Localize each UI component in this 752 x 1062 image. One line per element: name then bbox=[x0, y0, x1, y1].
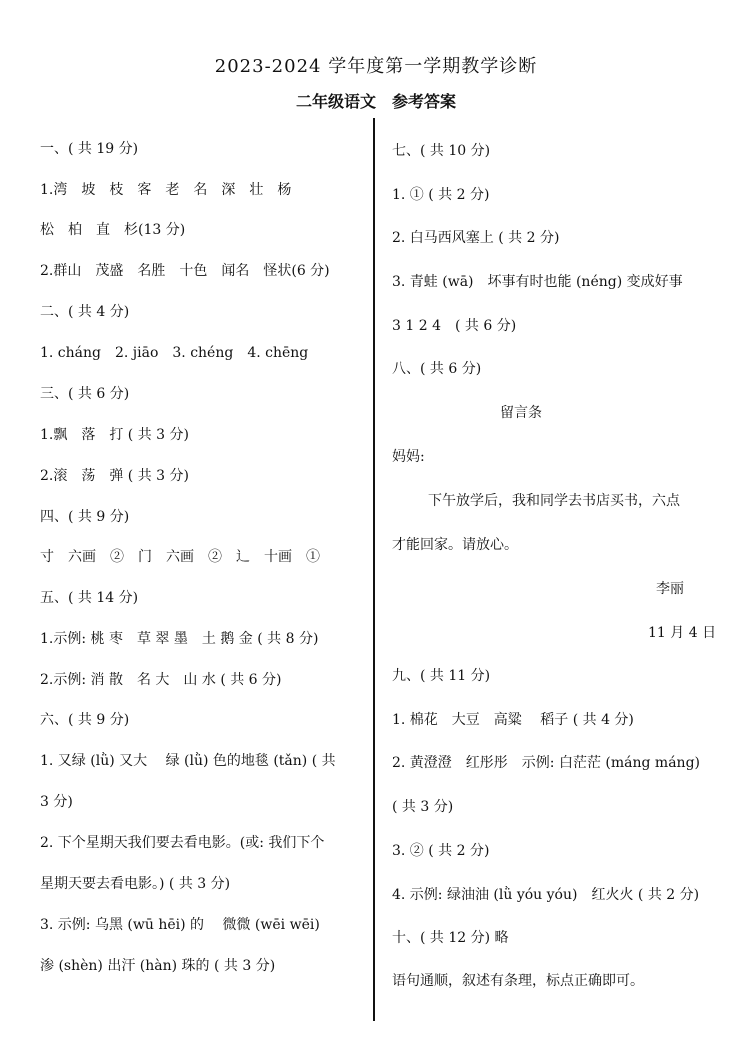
answer-line: 3. 青蛙 (wā) 坏事有时也能 (néng) 变成好事 bbox=[392, 274, 683, 290]
column-divider bbox=[373, 118, 375, 1021]
page-title: 2023-2024 学年度第一学期教学诊断 bbox=[214, 56, 538, 77]
note-title: 留言条 bbox=[500, 405, 542, 421]
section-heading: 五、( 共 14 分) bbox=[40, 590, 139, 606]
note-signature: 李丽 bbox=[656, 581, 684, 597]
section-heading: 六、( 共 9 分) bbox=[40, 712, 130, 728]
answer-line: 星期天要去看电影。) ( 共 3 分) bbox=[40, 876, 231, 892]
answer-line: 2.群山 茂盛 名胜 十色 闻名 怪状(6 分) bbox=[40, 263, 330, 279]
answer-line: 1. ① ( 共 2 分) bbox=[392, 187, 490, 203]
note-date: 11 月 4 日 bbox=[648, 625, 717, 641]
section-heading: 十、( 共 12 分) 略 bbox=[392, 930, 509, 946]
note-greeting: 妈妈: bbox=[392, 449, 425, 465]
section-heading: 八、( 共 6 分) bbox=[392, 361, 482, 377]
answer-line: 4. 示例: 绿油油 (lǜ yóu yóu) 红火火 ( 共 2 分) bbox=[392, 887, 700, 903]
page-subtitle: 二年级语文 参考答案 bbox=[295, 92, 456, 111]
answer-line: 3. 示例: 乌黑 (wū hēi) 的 微微 (wēi wēi) bbox=[40, 917, 320, 933]
answer-line: 3 分) bbox=[40, 794, 73, 810]
answer-line: 1. 棉花 大豆 高粱 稻子 ( 共 4 分) bbox=[392, 712, 634, 728]
answer-line: 1.飘 落 打 ( 共 3 分) bbox=[40, 427, 189, 443]
section-heading: 三、( 共 6 分) bbox=[40, 386, 130, 402]
section-heading: 四、( 共 9 分) bbox=[40, 509, 130, 525]
answer-line: 松 柏 直 杉(13 分) bbox=[40, 222, 186, 238]
note-body: 下午放学后，我和同学去书店买书，六点 bbox=[428, 493, 680, 509]
answer-line: 2. 白马西风塞上 ( 共 2 分) bbox=[392, 230, 560, 246]
answer-line: 2.示例: 消 散 名 大 山 水 ( 共 6 分) bbox=[40, 672, 282, 688]
answer-line: 2.滚 荡 弹 ( 共 3 分) bbox=[40, 468, 189, 484]
answer-line: 1.示例: 桃 枣 草 翠 墨 土 鹅 金 ( 共 8 分) bbox=[40, 631, 319, 647]
section-heading: 七、( 共 10 分) bbox=[392, 143, 491, 159]
answer-line: 3 1 2 4 ( 共 6 分) bbox=[392, 318, 517, 334]
answer-line: 1. cháng 2. jiāo 3. chéng 4. chēng bbox=[40, 345, 309, 361]
answer-line: 1.湾 坡 枝 客 老 名 深 壮 杨 bbox=[40, 182, 292, 198]
section-heading: 一、( 共 19 分) bbox=[40, 141, 139, 157]
answer-line: 渗 (shèn) 出汗 (hàn) 珠的 ( 共 3 分) bbox=[40, 958, 276, 974]
note-body: 才能回家。请放心。 bbox=[392, 537, 518, 553]
answer-line: 3. ② ( 共 2 分) bbox=[392, 843, 490, 859]
answer-line: 2. 下个星期天我们要去看电影。(或: 我们下个 bbox=[40, 835, 325, 851]
answer-line: ( 共 3 分) bbox=[392, 799, 454, 815]
answer-line: 1. 又绿 (lǜ) 又大 绿 (lǜ) 色的地毯 (tǎn) ( 共 bbox=[40, 753, 336, 769]
answer-line: 2. 黄澄澄 红彤彤 示例: 白茫茫 (máng máng) bbox=[392, 755, 700, 771]
section-heading: 二、( 共 4 分) bbox=[40, 304, 130, 320]
answer-line: 语句通顺，叙述有条理，标点正确即可。 bbox=[392, 973, 644, 989]
answer-line: 寸 六画 ② 门 六画 ② 辶 十画 ① bbox=[40, 549, 320, 565]
section-heading: 九、( 共 11 分) bbox=[392, 668, 491, 684]
